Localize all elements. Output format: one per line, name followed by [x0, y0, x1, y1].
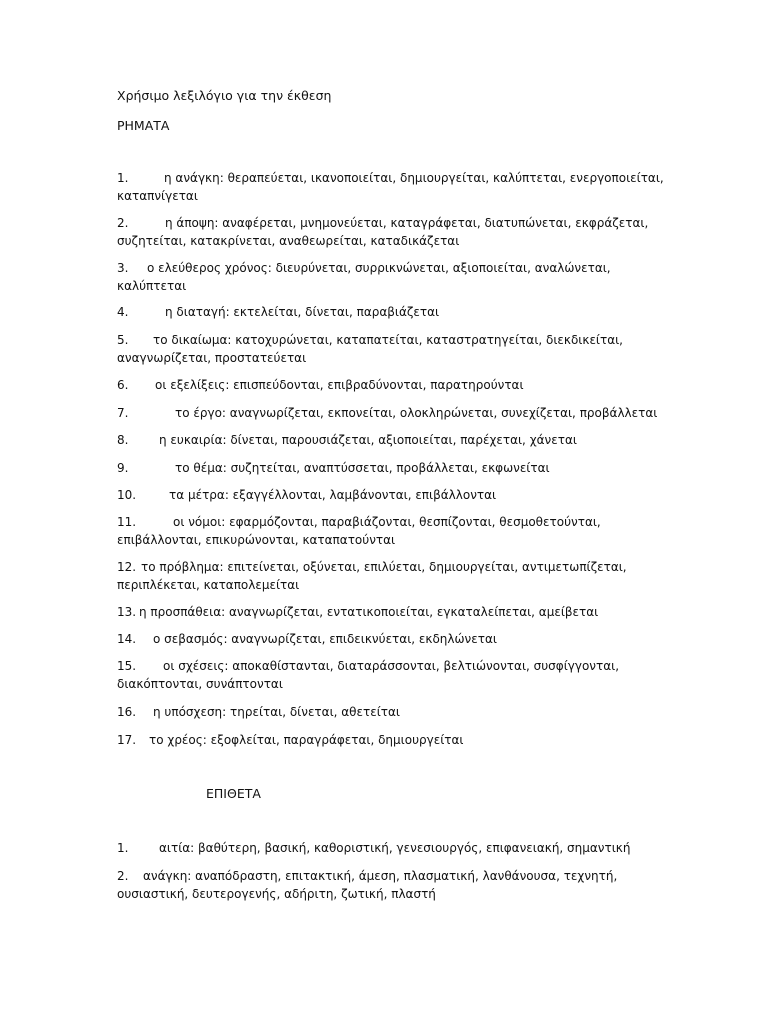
entry-continuation: καταπνίγεται — [117, 189, 198, 203]
entry-number: 1. — [117, 841, 129, 855]
entry-text: η ανάγκη: θεραπεύεται, ικανοποιείται, δημιουργείται, καλύπτεται, ενεργοποιείται, — [164, 171, 664, 185]
verb-entry — [117, 513, 677, 549]
entry-continuation: διακόπτονται, συνάπτονται — [117, 677, 283, 691]
entry-number: 3. — [117, 261, 129, 275]
entry-text: η προσπάθεια: αναγνωρίζεται, εντατικοποιείται, εγκαταλείπεται, αμείβεται — [139, 605, 599, 619]
verb-entry — [117, 703, 677, 721]
entry-text: η ευκαιρία: δίνεται, παρουσιάζεται, αξιοποιείται, παρέχεται, χάνεται — [159, 433, 577, 447]
entry-number: 7. — [117, 406, 129, 420]
entry-number: 5. — [117, 333, 129, 347]
verb-entry — [117, 459, 677, 477]
verb-entry — [117, 731, 677, 749]
verb-entry — [117, 376, 677, 394]
entry-number: 11. — [117, 515, 137, 529]
verb-entry — [117, 603, 677, 621]
entry-text: ο σεβασμός: αναγνωρίζεται, επιδεικνύεται, εκδηλώνεται — [153, 632, 497, 646]
entry-continuation: αναγνωρίζεται, προστατεύεται — [117, 351, 307, 365]
entry-continuation: καλύπτεται — [117, 279, 187, 293]
entry-text: η υπόσχεση: τηρείται, δίνεται, αθετείται — [153, 705, 400, 719]
verb-entry — [117, 259, 677, 295]
verb-entry — [117, 431, 677, 449]
verb-entry — [117, 214, 677, 250]
entry-number: 2. — [117, 869, 129, 883]
verb-entry — [117, 169, 677, 205]
entry-number: 17. — [117, 733, 137, 747]
entry-text: αιτία: βαθύτερη, βασική, καθοριστική, γενεσιουργός, επιφανειακή, σημαντική — [159, 841, 631, 855]
verb-entry — [117, 630, 677, 648]
verb-entry — [117, 558, 677, 594]
adjectives-heading: ΕΠΙΘΕΤΑ — [206, 786, 261, 801]
entry-continuation: συζητείται, κατακρίνεται, αναθεωρείται, καταδικάζεται — [117, 234, 460, 248]
entry-number: 15. — [117, 659, 137, 673]
entry-text: οι σχέσεις: αποκαθίστανται, διαταράσσονται, βελτιώνονται, συσφίγγονται, — [163, 659, 620, 673]
verb-entry — [117, 657, 677, 693]
verb-entry — [117, 303, 677, 321]
entry-number: 9. — [117, 461, 129, 475]
entry-number: 12. — [117, 560, 137, 574]
verb-entry — [117, 331, 677, 367]
entry-number: 6. — [117, 378, 129, 392]
entry-text: ο ελεύθερος χρόνος: διευρύνεται, συρρικνώνεται, αξιοποιείται, αναλώνεται, — [147, 261, 611, 275]
verb-entry — [117, 486, 677, 504]
entry-text: το έργο: αναγνωρίζεται, εκπονείται, ολοκληρώνεται, συνεχίζεται, προβάλλεται — [175, 406, 658, 420]
adjective-entry — [117, 839, 677, 857]
entry-text: οι νόμοι: εφαρμόζονται, παραβιάζονται, θεσπίζονται, θεσμοθετούνται, — [173, 515, 601, 529]
document-title: Χρήσιμο λεξιλόγιο για την έκθεση — [117, 88, 332, 103]
entry-text: οι εξελίξεις: επισπεύδονται, επιβραδύνονται, παρατηρούνται — [155, 378, 524, 392]
entry-text: η διαταγή: εκτελείται, δίνεται, παραβιάζεται — [165, 305, 440, 319]
entry-text: το θέμα: συζητείται, αναπτύσσεται, προβάλλεται, εκφωνείται — [175, 461, 550, 475]
entry-number: 4. — [117, 305, 129, 319]
entry-text: το χρέος: εξοφλείται, παραγράφεται, δημιουργείται — [149, 733, 464, 747]
entry-text: ανάγκη: αναπόδραστη, επιτακτική, άμεση, πλασματική, λανθάνουσα, τεχνητή, — [143, 869, 618, 883]
entry-number: 8. — [117, 433, 129, 447]
entry-continuation: περιπλέκεται, καταπολεμείται — [117, 578, 300, 592]
adjective-entry — [117, 867, 677, 903]
verbs-heading: ΡΗΜΑΤΑ — [117, 118, 170, 133]
entry-number: 13. — [117, 605, 137, 619]
entry-continuation: επιβάλλονται, επικυρώνονται, καταπατούνται — [117, 533, 396, 547]
entry-text: η άποψη: αναφέρεται, μνημονεύεται, καταγράφεται, διατυπώνεται, εκφράζεται, — [165, 216, 649, 230]
entry-number: 10. — [117, 488, 137, 502]
entry-text: τα μέτρα: εξαγγέλλονται, λαμβάνονται, επιβάλλονται — [169, 488, 497, 502]
entry-continuation: ουσιαστική, δευτερογενής, αδήριτη, ζωτική, πλαστή — [117, 887, 436, 901]
entry-number: 16. — [117, 705, 137, 719]
entry-number: 2. — [117, 216, 129, 230]
verb-entry — [117, 404, 677, 422]
entry-number: 1. — [117, 171, 129, 185]
entry-text: το πρόβλημα: επιτείνεται, οξύνεται, επιλύεται, δημιουργείται, αντιμετωπίζεται, — [141, 560, 627, 574]
entry-text: το δικαίωμα: κατοχυρώνεται, καταπατείται, καταστρατηγείται, διεκδικείται, — [153, 333, 623, 347]
entry-number: 14. — [117, 632, 137, 646]
